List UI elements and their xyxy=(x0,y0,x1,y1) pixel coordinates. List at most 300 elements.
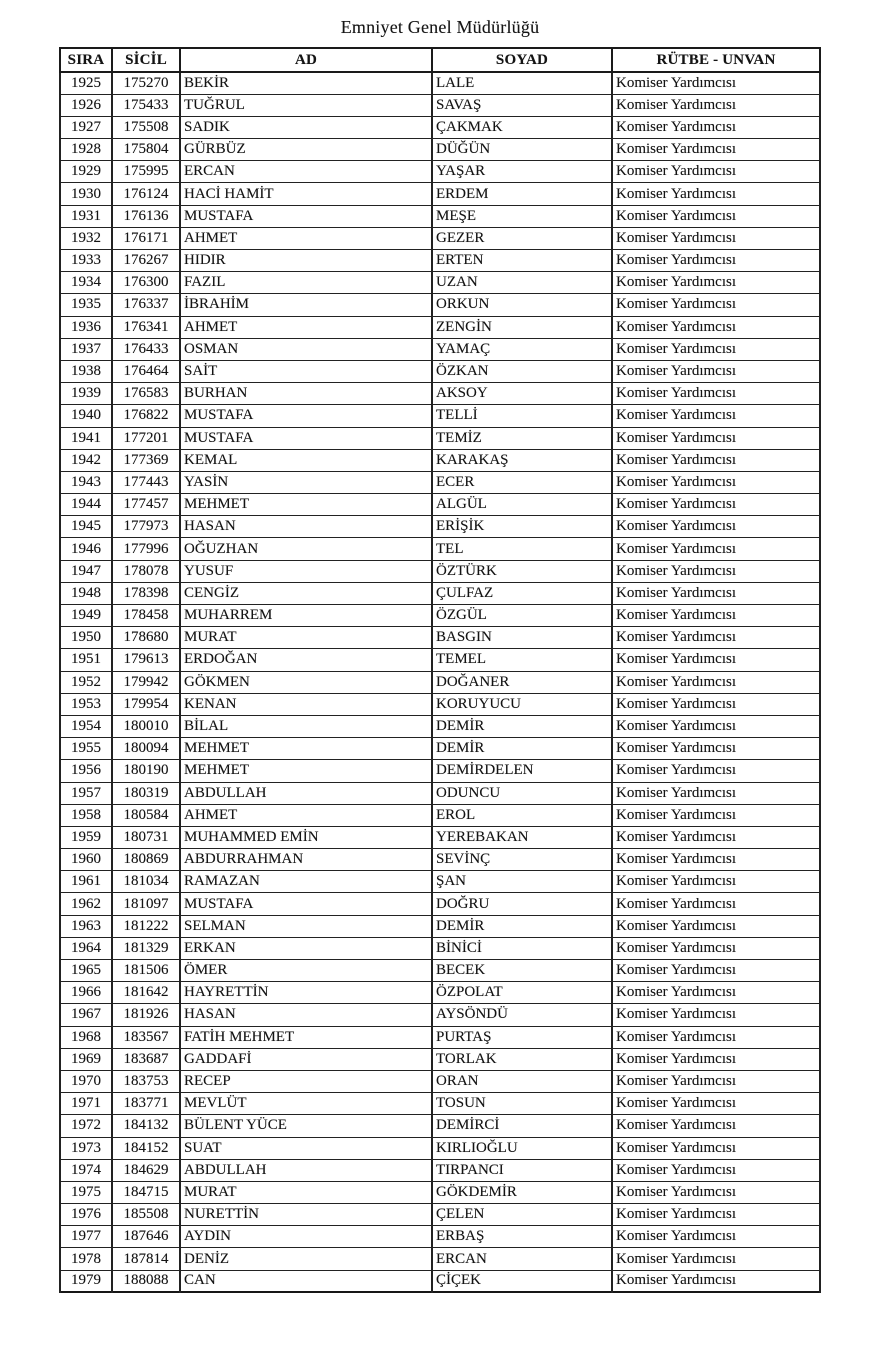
cell-ad: ABDULLAH xyxy=(180,1159,432,1181)
cell-ad: ABDURRAHMAN xyxy=(180,849,432,871)
cell-ad: ERCAN xyxy=(180,161,432,183)
cell-sicil: 180190 xyxy=(112,760,180,782)
cell-soyad: ORAN xyxy=(432,1070,612,1092)
cell-sira: 1974 xyxy=(60,1159,112,1181)
cell-ad: MURAT xyxy=(180,1181,432,1203)
cell-ad: AHMET xyxy=(180,316,432,338)
cell-ad: ABDULLAH xyxy=(180,782,432,804)
table-row xyxy=(60,582,820,604)
cell-soyad: TIRPANCI xyxy=(432,1159,612,1181)
cell-sira: 1928 xyxy=(60,139,112,161)
cell-sira: 1947 xyxy=(60,560,112,582)
cell-soyad: DEMİRDELEN xyxy=(432,760,612,782)
cell-soyad: DOĞANER xyxy=(432,671,612,693)
cell-ad: MUHAMMED EMİN xyxy=(180,826,432,848)
table-row xyxy=(60,227,820,249)
table-row xyxy=(60,915,820,937)
table-row xyxy=(60,1004,820,1026)
table-row xyxy=(60,804,820,826)
table-row xyxy=(60,1093,820,1115)
table-row xyxy=(60,338,820,360)
cell-ad: FAZIL xyxy=(180,272,432,294)
cell-sira: 1946 xyxy=(60,538,112,560)
cell-soyad: UZAN xyxy=(432,272,612,294)
cell-sira: 1958 xyxy=(60,804,112,826)
cell-sira: 1927 xyxy=(60,116,112,138)
cell-sicil: 183687 xyxy=(112,1048,180,1070)
cell-ad: OSMAN xyxy=(180,338,432,360)
cell-ad: RAMAZAN xyxy=(180,871,432,893)
cell-sicil: 184715 xyxy=(112,1181,180,1203)
cell-sicil: 178398 xyxy=(112,582,180,604)
cell-sicil: 183771 xyxy=(112,1093,180,1115)
cell-soyad: ALGÜL xyxy=(432,494,612,516)
cell-sicil: 180731 xyxy=(112,826,180,848)
cell-rutbe: Komiser Yardımcısı xyxy=(612,1093,820,1115)
cell-sira: 1953 xyxy=(60,693,112,715)
cell-ad: KENAN xyxy=(180,693,432,715)
cell-sicil: 187814 xyxy=(112,1248,180,1270)
cell-sira: 1925 xyxy=(60,72,112,94)
table-row xyxy=(60,871,820,893)
cell-sicil: 187646 xyxy=(112,1226,180,1248)
cell-soyad: ERDEM xyxy=(432,183,612,205)
cell-ad: ÖMER xyxy=(180,960,432,982)
cell-ad: KEMAL xyxy=(180,449,432,471)
cell-sira: 1944 xyxy=(60,494,112,516)
cell-ad: HAYRETTİN xyxy=(180,982,432,1004)
table-row xyxy=(60,72,820,94)
cell-sira: 1979 xyxy=(60,1270,112,1292)
cell-ad: HACİ HAMİT xyxy=(180,183,432,205)
cell-ad: MUSTAFA xyxy=(180,427,432,449)
cell-ad: CAN xyxy=(180,1270,432,1292)
table-row xyxy=(60,183,820,205)
cell-rutbe: Komiser Yardımcısı xyxy=(612,139,820,161)
cell-soyad: ÇİÇEK xyxy=(432,1270,612,1292)
cell-rutbe: Komiser Yardımcısı xyxy=(612,605,820,627)
table-row xyxy=(60,893,820,915)
cell-sira: 1942 xyxy=(60,449,112,471)
cell-rutbe: Komiser Yardımcısı xyxy=(612,715,820,737)
cell-sira: 1948 xyxy=(60,582,112,604)
table-row xyxy=(60,360,820,382)
table-row xyxy=(60,982,820,1004)
cell-rutbe: Komiser Yardımcısı xyxy=(612,1270,820,1292)
cell-sicil: 180584 xyxy=(112,804,180,826)
cell-soyad: TELLİ xyxy=(432,405,612,427)
cell-soyad: ÖZPOLAT xyxy=(432,982,612,1004)
cell-sira: 1977 xyxy=(60,1226,112,1248)
cell-rutbe: Komiser Yardımcısı xyxy=(612,294,820,316)
cell-rutbe: Komiser Yardımcısı xyxy=(612,760,820,782)
cell-sicil: 175433 xyxy=(112,94,180,116)
cell-ad: GÜRBÜZ xyxy=(180,139,432,161)
cell-sira: 1933 xyxy=(60,250,112,272)
col-header-rutbe: RÜTBE - UNVAN xyxy=(612,48,820,72)
cell-sicil: 176300 xyxy=(112,272,180,294)
cell-ad: SADIK xyxy=(180,116,432,138)
cell-ad: ERKAN xyxy=(180,937,432,959)
cell-sira: 1941 xyxy=(60,427,112,449)
cell-soyad: YAŞAR xyxy=(432,161,612,183)
cell-ad: BİLAL xyxy=(180,715,432,737)
table-row xyxy=(60,627,820,649)
cell-ad: MUSTAFA xyxy=(180,405,432,427)
table-row xyxy=(60,1248,820,1270)
cell-soyad: EROL xyxy=(432,804,612,826)
cell-rutbe: Komiser Yardımcısı xyxy=(612,937,820,959)
cell-sira: 1951 xyxy=(60,649,112,671)
cell-soyad: ÖZTÜRK xyxy=(432,560,612,582)
cell-sira: 1935 xyxy=(60,294,112,316)
table-row xyxy=(60,1181,820,1203)
cell-rutbe: Komiser Yardımcısı xyxy=(612,893,820,915)
cell-rutbe: Komiser Yardımcısı xyxy=(612,471,820,493)
cell-rutbe: Komiser Yardımcısı xyxy=(612,1070,820,1092)
cell-soyad: DEMİRCİ xyxy=(432,1115,612,1137)
cell-ad: NURETTİN xyxy=(180,1204,432,1226)
table-row xyxy=(60,449,820,471)
table-row xyxy=(60,671,820,693)
cell-soyad: ECER xyxy=(432,471,612,493)
cell-soyad: ÇULFAZ xyxy=(432,582,612,604)
table-row xyxy=(60,1204,820,1226)
cell-soyad: KORUYUCU xyxy=(432,693,612,715)
cell-rutbe: Komiser Yardımcısı xyxy=(612,871,820,893)
cell-ad: MUHARREM xyxy=(180,605,432,627)
cell-soyad: LALE xyxy=(432,72,612,94)
table-row xyxy=(60,560,820,582)
cell-ad: YUSUF xyxy=(180,560,432,582)
cell-rutbe: Komiser Yardımcısı xyxy=(612,826,820,848)
cell-sira: 1961 xyxy=(60,871,112,893)
cell-sira: 1945 xyxy=(60,516,112,538)
col-header-sicil: SİCİL xyxy=(112,48,180,72)
cell-soyad: ÖZGÜL xyxy=(432,605,612,627)
cell-rutbe: Komiser Yardımcısı xyxy=(612,738,820,760)
cell-ad: DENİZ xyxy=(180,1248,432,1270)
table-row xyxy=(60,1026,820,1048)
table-row xyxy=(60,1159,820,1181)
cell-sicil: 181097 xyxy=(112,893,180,915)
cell-rutbe: Komiser Yardımcısı xyxy=(612,960,820,982)
cell-rutbe: Komiser Yardımcısı xyxy=(612,1159,820,1181)
col-header-soyad: SOYAD xyxy=(432,48,612,72)
table-row xyxy=(60,294,820,316)
cell-rutbe: Komiser Yardımcısı xyxy=(612,782,820,804)
cell-soyad: ODUNCU xyxy=(432,782,612,804)
cell-sicil: 181329 xyxy=(112,937,180,959)
table-row xyxy=(60,383,820,405)
cell-rutbe: Komiser Yardımcısı xyxy=(612,1004,820,1026)
cell-ad: AYDIN xyxy=(180,1226,432,1248)
cell-sira: 1970 xyxy=(60,1070,112,1092)
cell-ad: RECEP xyxy=(180,1070,432,1092)
cell-soyad: DEMİR xyxy=(432,715,612,737)
cell-soyad: AYSÖNDÜ xyxy=(432,1004,612,1026)
cell-sira: 1962 xyxy=(60,893,112,915)
cell-sira: 1949 xyxy=(60,605,112,627)
cell-sicil: 177973 xyxy=(112,516,180,538)
cell-sira: 1930 xyxy=(60,183,112,205)
cell-rutbe: Komiser Yardımcısı xyxy=(612,427,820,449)
cell-sicil: 184132 xyxy=(112,1115,180,1137)
cell-rutbe: Komiser Yardımcısı xyxy=(612,1204,820,1226)
cell-sicil: 184629 xyxy=(112,1159,180,1181)
cell-sicil: 184152 xyxy=(112,1137,180,1159)
table-row xyxy=(60,1048,820,1070)
cell-rutbe: Komiser Yardımcısı xyxy=(612,316,820,338)
table-row xyxy=(60,1115,820,1137)
cell-soyad: BİNİCİ xyxy=(432,937,612,959)
table-row xyxy=(60,937,820,959)
table-row xyxy=(60,1226,820,1248)
cell-rutbe: Komiser Yardımcısı xyxy=(612,405,820,427)
cell-sicil: 176136 xyxy=(112,205,180,227)
table-row xyxy=(60,1270,820,1292)
cell-sira: 1973 xyxy=(60,1137,112,1159)
table-row xyxy=(60,1137,820,1159)
cell-soyad: ÇAKMAK xyxy=(432,116,612,138)
cell-soyad: MEŞE xyxy=(432,205,612,227)
cell-ad: HASAN xyxy=(180,1004,432,1026)
cell-ad: MUSTAFA xyxy=(180,893,432,915)
table-row xyxy=(60,272,820,294)
cell-sicil: 177457 xyxy=(112,494,180,516)
cell-sira: 1936 xyxy=(60,316,112,338)
cell-sira: 1963 xyxy=(60,915,112,937)
cell-ad: SUAT xyxy=(180,1137,432,1159)
cell-rutbe: Komiser Yardımcısı xyxy=(612,1115,820,1137)
table-row xyxy=(60,826,820,848)
cell-rutbe: Komiser Yardımcısı xyxy=(612,1226,820,1248)
cell-soyad: YAMAÇ xyxy=(432,338,612,360)
col-header-ad: AD xyxy=(180,48,432,72)
cell-sicil: 176337 xyxy=(112,294,180,316)
cell-rutbe: Komiser Yardımcısı xyxy=(612,849,820,871)
cell-ad: SAİT xyxy=(180,360,432,382)
cell-rutbe: Komiser Yardımcısı xyxy=(612,360,820,382)
cell-soyad: GEZER xyxy=(432,227,612,249)
cell-rutbe: Komiser Yardımcısı xyxy=(612,338,820,360)
table-row xyxy=(60,1070,820,1092)
cell-sira: 1969 xyxy=(60,1048,112,1070)
table-row xyxy=(60,161,820,183)
cell-rutbe: Komiser Yardımcısı xyxy=(612,161,820,183)
cell-sicil: 176341 xyxy=(112,316,180,338)
cell-soyad: ERCAN xyxy=(432,1248,612,1270)
cell-soyad: ERBAŞ xyxy=(432,1226,612,1248)
cell-sira: 1955 xyxy=(60,738,112,760)
cell-ad: ERDOĞAN xyxy=(180,649,432,671)
cell-sira: 1934 xyxy=(60,272,112,294)
cell-ad: BEKİR xyxy=(180,72,432,94)
cell-rutbe: Komiser Yardımcısı xyxy=(612,383,820,405)
table-row xyxy=(60,205,820,227)
cell-sira: 1952 xyxy=(60,671,112,693)
cell-rutbe: Komiser Yardımcısı xyxy=(612,671,820,693)
cell-sicil: 177369 xyxy=(112,449,180,471)
cell-sicil: 177443 xyxy=(112,471,180,493)
cell-soyad: KARAKAŞ xyxy=(432,449,612,471)
cell-rutbe: Komiser Yardımcısı xyxy=(612,94,820,116)
cell-sira: 1975 xyxy=(60,1181,112,1203)
cell-soyad: ERTEN xyxy=(432,250,612,272)
cell-sira: 1950 xyxy=(60,627,112,649)
cell-rutbe: Komiser Yardımcısı xyxy=(612,449,820,471)
cell-soyad: ÖZKAN xyxy=(432,360,612,382)
cell-sira: 1931 xyxy=(60,205,112,227)
cell-ad: SELMAN xyxy=(180,915,432,937)
cell-sicil: 176583 xyxy=(112,383,180,405)
cell-sicil: 176464 xyxy=(112,360,180,382)
cell-soyad: KIRLIOĞLU xyxy=(432,1137,612,1159)
table-row xyxy=(60,405,820,427)
cell-sira: 1940 xyxy=(60,405,112,427)
table-row xyxy=(60,693,820,715)
cell-sira: 1956 xyxy=(60,760,112,782)
cell-ad: AHMET xyxy=(180,227,432,249)
cell-sicil: 176267 xyxy=(112,250,180,272)
col-header-sira: SIRA xyxy=(60,48,112,72)
table-row xyxy=(60,738,820,760)
cell-ad: YASİN xyxy=(180,471,432,493)
cell-sicil: 181926 xyxy=(112,1004,180,1026)
cell-sicil: 179954 xyxy=(112,693,180,715)
cell-rutbe: Komiser Yardımcısı xyxy=(612,227,820,249)
cell-ad: BÜLENT YÜCE xyxy=(180,1115,432,1137)
cell-sira: 1967 xyxy=(60,1004,112,1026)
cell-sira: 1932 xyxy=(60,227,112,249)
cell-rutbe: Komiser Yardımcısı xyxy=(612,538,820,560)
cell-ad: MUSTAFA xyxy=(180,205,432,227)
cell-ad: MURAT xyxy=(180,627,432,649)
table-body xyxy=(60,72,820,1292)
cell-sicil: 176433 xyxy=(112,338,180,360)
cell-sicil: 175508 xyxy=(112,116,180,138)
cell-rutbe: Komiser Yardımcısı xyxy=(612,649,820,671)
cell-rutbe: Komiser Yardımcısı xyxy=(612,250,820,272)
cell-rutbe: Komiser Yardımcısı xyxy=(612,804,820,826)
cell-rutbe: Komiser Yardımcısı xyxy=(612,582,820,604)
table-row xyxy=(60,471,820,493)
table-row xyxy=(60,538,820,560)
cell-rutbe: Komiser Yardımcısı xyxy=(612,627,820,649)
cell-ad: MEHMET xyxy=(180,494,432,516)
cell-sira: 1960 xyxy=(60,849,112,871)
cell-soyad: SAVAŞ xyxy=(432,94,612,116)
cell-soyad: ÇELEN xyxy=(432,1204,612,1226)
cell-sira: 1966 xyxy=(60,982,112,1004)
cell-soyad: DEMİR xyxy=(432,915,612,937)
table-row xyxy=(60,715,820,737)
cell-rutbe: Komiser Yardımcısı xyxy=(612,116,820,138)
cell-soyad: TOSUN xyxy=(432,1093,612,1115)
cell-rutbe: Komiser Yardımcısı xyxy=(612,560,820,582)
cell-ad: MEHMET xyxy=(180,760,432,782)
cell-sicil: 176171 xyxy=(112,227,180,249)
cell-soyad: TORLAK xyxy=(432,1048,612,1070)
cell-sicil: 178458 xyxy=(112,605,180,627)
cell-soyad: BASGIN xyxy=(432,627,612,649)
cell-rutbe: Komiser Yardımcısı xyxy=(612,982,820,1004)
table-row xyxy=(60,605,820,627)
table-row xyxy=(60,782,820,804)
cell-rutbe: Komiser Yardımcısı xyxy=(612,494,820,516)
cell-sicil: 179942 xyxy=(112,671,180,693)
cell-soyad: ŞAN xyxy=(432,871,612,893)
cell-ad: BURHAN xyxy=(180,383,432,405)
table-row xyxy=(60,139,820,161)
cell-soyad: SEVİNÇ xyxy=(432,849,612,871)
cell-rutbe: Komiser Yardımcısı xyxy=(612,915,820,937)
cell-ad: MEHMET xyxy=(180,738,432,760)
cell-sicil: 178078 xyxy=(112,560,180,582)
cell-sira: 1976 xyxy=(60,1204,112,1226)
cell-sicil: 181034 xyxy=(112,871,180,893)
cell-rutbe: Komiser Yardımcısı xyxy=(612,272,820,294)
cell-ad: HIDIR xyxy=(180,250,432,272)
cell-rutbe: Komiser Yardımcısı xyxy=(612,72,820,94)
cell-sira: 1943 xyxy=(60,471,112,493)
cell-sicil: 185508 xyxy=(112,1204,180,1226)
table-row xyxy=(60,316,820,338)
cell-sira: 1957 xyxy=(60,782,112,804)
cell-rutbe: Komiser Yardımcısı xyxy=(612,205,820,227)
cell-sicil: 180010 xyxy=(112,715,180,737)
cell-rutbe: Komiser Yardımcısı xyxy=(612,1248,820,1270)
table-row xyxy=(60,516,820,538)
cell-sicil: 180094 xyxy=(112,738,180,760)
cell-rutbe: Komiser Yardımcısı xyxy=(612,1137,820,1159)
cell-sira: 1959 xyxy=(60,826,112,848)
cell-sira: 1968 xyxy=(60,1026,112,1048)
cell-soyad: DOĞRU xyxy=(432,893,612,915)
cell-ad: MEVLÜT xyxy=(180,1093,432,1115)
cell-ad: HASAN xyxy=(180,516,432,538)
personnel-table xyxy=(59,47,821,1293)
cell-sira: 1926 xyxy=(60,94,112,116)
cell-rutbe: Komiser Yardımcısı xyxy=(612,183,820,205)
cell-soyad: DÜĞÜN xyxy=(432,139,612,161)
cell-sicil: 177201 xyxy=(112,427,180,449)
cell-sicil: 177996 xyxy=(112,538,180,560)
cell-sira: 1929 xyxy=(60,161,112,183)
cell-soyad: YEREBAKAN xyxy=(432,826,612,848)
cell-rutbe: Komiser Yardımcısı xyxy=(612,516,820,538)
cell-sira: 1954 xyxy=(60,715,112,737)
cell-rutbe: Komiser Yardımcısı xyxy=(612,1026,820,1048)
cell-sicil: 188088 xyxy=(112,1270,180,1292)
cell-sicil: 178680 xyxy=(112,627,180,649)
cell-sira: 1938 xyxy=(60,360,112,382)
cell-ad: İBRAHİM xyxy=(180,294,432,316)
cell-soyad: GÖKDEMİR xyxy=(432,1181,612,1203)
table-row xyxy=(60,760,820,782)
cell-soyad: PURTAŞ xyxy=(432,1026,612,1048)
cell-sira: 1937 xyxy=(60,338,112,360)
cell-ad: AHMET xyxy=(180,804,432,826)
cell-sira: 1964 xyxy=(60,937,112,959)
cell-sira: 1965 xyxy=(60,960,112,982)
cell-sira: 1971 xyxy=(60,1093,112,1115)
cell-sira: 1939 xyxy=(60,383,112,405)
cell-soyad: TEMİZ xyxy=(432,427,612,449)
table-header-row xyxy=(60,48,820,72)
table-row xyxy=(60,427,820,449)
table-row xyxy=(60,960,820,982)
